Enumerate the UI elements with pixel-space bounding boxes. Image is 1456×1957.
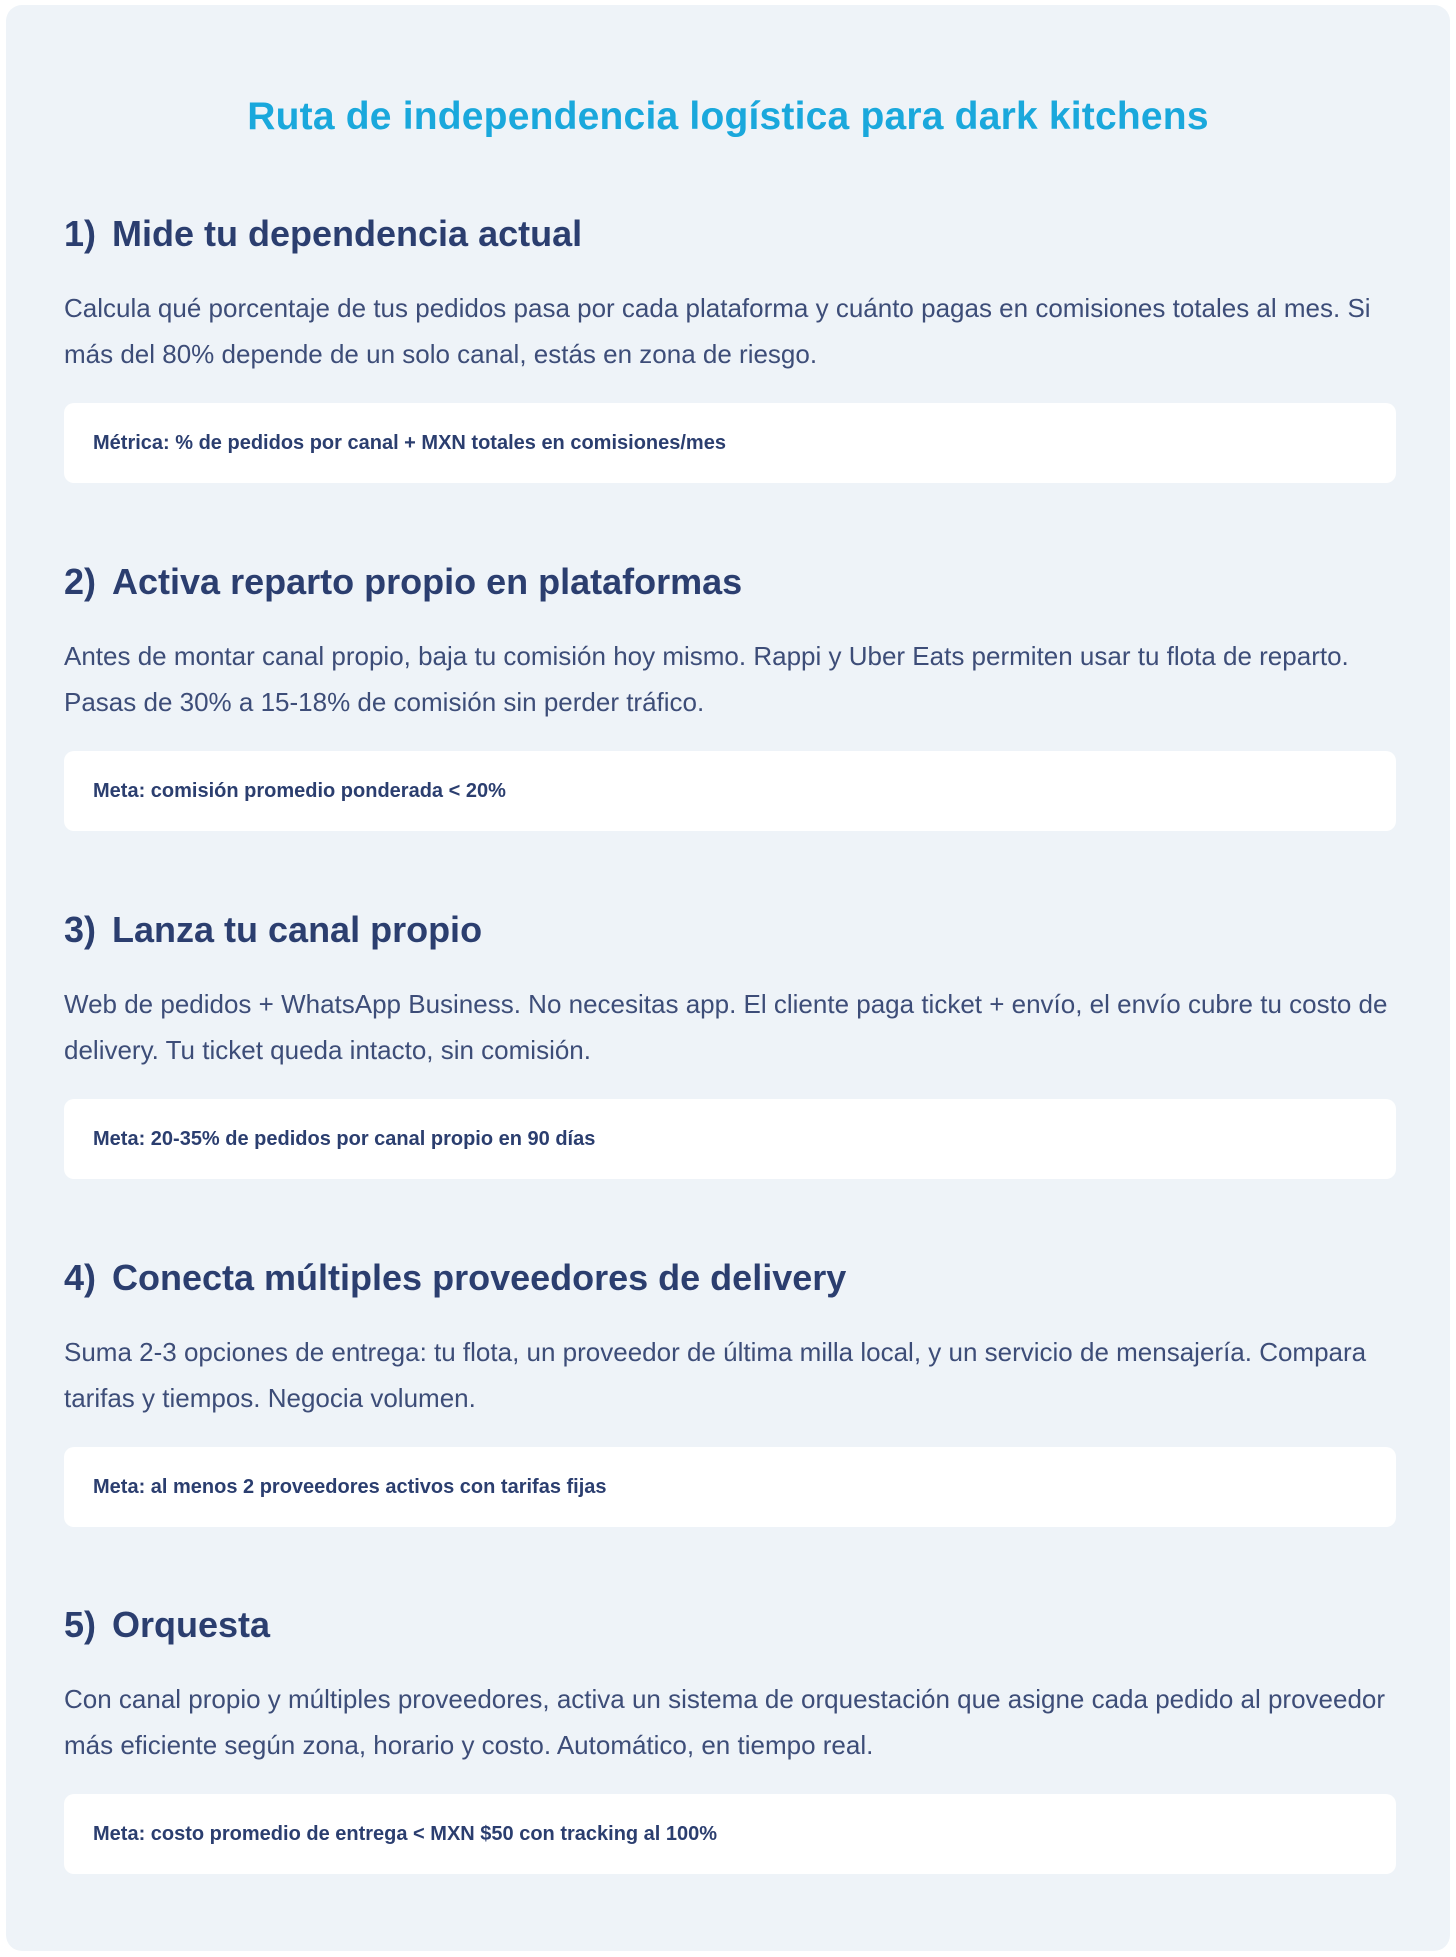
step-title: Mide tu dependencia actual	[112, 213, 583, 254]
metric-box: Meta: 20-35% de pedidos por canal propio en 90 días	[64, 1099, 1396, 1179]
step-number: 4)	[64, 1257, 97, 1298]
step-description: Calcula qué porcentaje de tus pedidos pasa por cada plataforma y cuánto pagas en comisiones totales al mes. Si más del 80% depende de un solo canal, estás en zona de riesgo.	[64, 293, 1371, 369]
metric-box: Meta: costo promedio de entrega < MXN $50 con tracking al 100%	[64, 1794, 1396, 1874]
metric-box: Métrica: % de pedidos por canal + MXN totales en comisiones/mes	[64, 403, 1396, 483]
step-heading	[64, 1257, 1396, 1307]
step-description: Suma 2-3 opciones de entrega: tu flota, un proveedor de última milla local, y un servicio de mensajería. Compara tarifas y tiempos. Negocia volumen.	[64, 1337, 1367, 1413]
step-heading	[64, 561, 1396, 611]
metric-box: Meta: comisión promedio ponderada < 20%	[64, 751, 1396, 831]
step-number: 5)	[64, 1604, 97, 1645]
step-4	[64, 1257, 1396, 1527]
step-2	[64, 561, 1396, 831]
step-title: Lanza tu canal propio	[112, 909, 483, 950]
step-1	[64, 213, 1396, 483]
step-number: 3)	[64, 909, 97, 950]
step-title: Conecta múltiples proveedores de delivery	[112, 1257, 847, 1298]
step-5	[64, 1604, 1396, 1874]
step-heading	[64, 1604, 1396, 1654]
step-title: Activa reparto propio en plataformas	[112, 561, 743, 602]
step-3	[64, 909, 1396, 1179]
step-heading	[64, 213, 1396, 263]
step-title: Orquesta	[112, 1604, 271, 1645]
step-heading	[64, 909, 1396, 959]
roadmap-card	[6, 5, 1450, 1951]
step-number: 2)	[64, 561, 97, 602]
step-description: Con canal propio y múltiples proveedores, activa un sistema de orquestación que asigne cada pedido al proveedor más eficiente según zona, horario y costo. Automático, en tiempo real.	[64, 1684, 1386, 1760]
step-description: Antes de montar canal propio, baja tu comisión hoy mismo. Rappi y Uber Eats permiten usar tu flota de reparto. Pasas de 30% a 15-18% de comisión sin perder tráfico.	[64, 641, 1349, 717]
page-title: Ruta de independencia logística para dark kitchens	[247, 95, 1209, 138]
step-description: Web de pedidos + WhatsApp Business. No necesitas app. El cliente paga ticket + envío, el envío cubre tu costo de delivery. Tu ticket queda intacto, sin comisión.	[64, 989, 1388, 1065]
step-number: 1)	[64, 213, 97, 254]
metric-box: Meta: al menos 2 proveedores activos con tarifas fijas	[64, 1447, 1396, 1527]
